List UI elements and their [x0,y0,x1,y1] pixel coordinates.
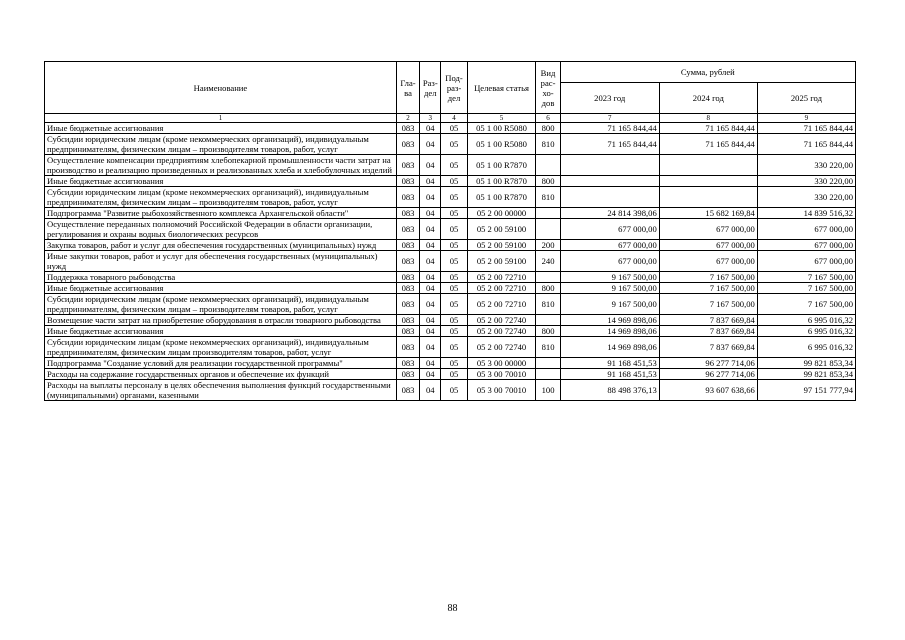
row-sum-2024 [659,176,757,187]
table-row [45,326,856,337]
table-row [45,176,856,187]
row-vid: 800 [536,123,560,134]
row-sum-2023: 677 000,00 [560,251,659,272]
row-name: Иные закупки товаров, работ и услуг для обеспечения государственных (муниципальных) нужд [45,251,397,272]
row-sum-2025: 7 167 500,00 [757,272,855,283]
row-glava: 083 [396,123,419,134]
row-sum-2024: 7 167 500,00 [659,283,757,294]
row-glava: 083 [396,251,419,272]
row-name: Иные бюджетные ассигнования [45,283,397,294]
row-sum-2025: 7 167 500,00 [757,283,855,294]
row-glava: 083 [396,240,419,251]
header-razdel: Раз-дел [420,62,441,114]
row-glava: 083 [396,315,419,326]
row-sum-2023 [560,187,659,208]
row-podrazdel: 05 [441,272,467,283]
table-row [45,337,856,358]
row-razdel: 04 [420,380,441,401]
row-vid [536,315,560,326]
row-sum-2024: 677 000,00 [659,240,757,251]
table-row [45,283,856,294]
row-target: 05 2 00 72710 [467,272,536,283]
row-sum-2023: 14 969 898,06 [560,337,659,358]
row-sum-2025: 7 167 500,00 [757,294,855,315]
column-number: 9 [757,114,855,123]
row-name: Осуществление компенсации предприятиям хлебопекарной промышленности части затрат на производство и реализацию произведенных и реализованных хлеба и хлебобулочных изделий [45,155,397,176]
row-podrazdel: 05 [441,358,467,369]
header-podrazdel: Под-раз-дел [441,62,467,114]
row-sum-2023: 9 167 500,00 [560,294,659,315]
row-glava: 083 [396,208,419,219]
row-sum-2023: 14 969 898,06 [560,326,659,337]
column-number: 5 [467,114,536,123]
row-podrazdel: 05 [441,294,467,315]
header-name: Наименование [45,62,397,114]
row-vid: 800 [536,326,560,337]
row-glava: 083 [396,283,419,294]
table-row [45,123,856,134]
column-number: 6 [536,114,560,123]
row-vid [536,369,560,380]
row-podrazdel: 05 [441,155,467,176]
row-glava: 083 [396,176,419,187]
row-sum-2024: 71 165 844,44 [659,134,757,155]
row-target: 05 2 00 72740 [467,337,536,358]
row-sum-2024: 7 837 669,84 [659,326,757,337]
row-razdel: 04 [420,283,441,294]
row-podrazdel: 05 [441,315,467,326]
row-sum-2023: 14 969 898,06 [560,315,659,326]
row-name: Закупка товаров, работ и услуг для обеспечения государственных (муниципальных) нужд [45,240,397,251]
column-number: 7 [560,114,659,123]
table-row [45,380,856,401]
row-vid: 810 [536,294,560,315]
row-vid: 200 [536,240,560,251]
row-razdel: 04 [420,315,441,326]
row-podrazdel: 05 [441,283,467,294]
row-vid: 810 [536,337,560,358]
row-vid: 100 [536,380,560,401]
row-sum-2023: 677 000,00 [560,240,659,251]
row-podrazdel: 05 [441,380,467,401]
row-podrazdel: 05 [441,134,467,155]
row-sum-2024: 7 167 500,00 [659,294,757,315]
row-podrazdel: 05 [441,208,467,219]
row-razdel: 04 [420,208,441,219]
row-target: 05 2 00 00000 [467,208,536,219]
row-vid: 810 [536,134,560,155]
row-sum-2023 [560,155,659,176]
row-sum-2025: 99 821 853,34 [757,369,855,380]
row-razdel: 04 [420,123,441,134]
row-glava: 083 [396,380,419,401]
row-sum-2025: 6 995 016,32 [757,337,855,358]
row-sum-2024: 677 000,00 [659,251,757,272]
row-sum-2025: 330 220,00 [757,176,855,187]
header-target: Целевая статья [467,62,536,114]
row-vid: 240 [536,251,560,272]
column-number: 8 [659,114,757,123]
row-razdel: 04 [420,251,441,272]
row-podrazdel: 05 [441,326,467,337]
row-name: Субсидии юридическим лицам (кроме некоммерческих организаций), индивидуальным предпринимателям, физическим лицам – производителям товаров, работ, услуг [45,187,397,208]
row-sum-2023: 91 168 451,53 [560,358,659,369]
row-sum-2024: 15 682 169,84 [659,208,757,219]
row-target: 05 1 00 R5080 [467,123,536,134]
page-number: 88 [447,603,458,614]
row-target: 05 1 00 R7870 [467,155,536,176]
row-sum-2024: 93 607 638,66 [659,380,757,401]
header-2023: 2023 год [560,83,659,114]
row-sum-2025: 677 000,00 [757,219,855,240]
row-target: 05 2 00 72740 [467,326,536,337]
row-sum-2023 [560,176,659,187]
row-razdel: 04 [420,272,441,283]
row-razdel: 04 [420,134,441,155]
row-sum-2024 [659,187,757,208]
row-sum-2024: 677 000,00 [659,219,757,240]
row-target: 05 3 00 70010 [467,369,536,380]
row-name: Иные бюджетные ассигнования [45,176,397,187]
table-row [45,219,856,240]
row-sum-2025: 14 839 516,32 [757,208,855,219]
header-glava: Гла-ва [396,62,419,114]
row-sum-2023: 24 814 398,06 [560,208,659,219]
row-glava: 083 [396,358,419,369]
row-razdel: 04 [420,187,441,208]
row-name: Осуществление переданных полномочий Российской Федерации в области организации, регулирования и охраны водных биологических ресурсов [45,219,397,240]
row-name: Подпрограмма "Развитие рыбохозяйственного комплекса Архангельской области" [45,208,397,219]
table-row [45,240,856,251]
row-glava: 083 [396,134,419,155]
row-glava: 083 [396,219,419,240]
row-glava: 083 [396,294,419,315]
row-podrazdel: 05 [441,251,467,272]
row-razdel: 04 [420,294,441,315]
row-razdel: 04 [420,240,441,251]
row-razdel: 04 [420,358,441,369]
column-number: 4 [441,114,467,123]
row-target: 05 1 00 R5080 [467,134,536,155]
column-number: 2 [396,114,419,123]
row-vid [536,358,560,369]
row-glava: 083 [396,369,419,380]
row-podrazdel: 05 [441,369,467,380]
table-row [45,187,856,208]
column-number: 3 [420,114,441,123]
table-row [45,294,856,315]
row-sum-2023: 88 498 376,13 [560,380,659,401]
row-razdel: 04 [420,219,441,240]
row-sum-2025: 677 000,00 [757,240,855,251]
row-sum-2024: 7 837 669,84 [659,337,757,358]
row-vid [536,219,560,240]
row-glava: 083 [396,326,419,337]
row-target: 05 2 00 59100 [467,251,536,272]
row-name: Расходы на содержание государственных органов и обеспечение их функций [45,369,397,380]
row-sum-2023: 677 000,00 [560,219,659,240]
row-razdel: 04 [420,155,441,176]
row-vid: 800 [536,176,560,187]
row-podrazdel: 05 [441,123,467,134]
table-row [45,358,856,369]
row-name: Иные бюджетные ассигнования [45,123,397,134]
row-sum-2025: 97 151 777,94 [757,380,855,401]
row-name: Субсидии юридическим лицам (кроме некоммерческих организаций), индивидуальным предпринимателям, физическим лицам производителям товаров, работ, услуг [45,337,397,358]
row-name: Поддержка товарного рыбоводства [45,272,397,283]
table-row [45,315,856,326]
row-glava: 083 [396,337,419,358]
table-row [45,208,856,219]
column-number: 1 [45,114,397,123]
row-sum-2025: 677 000,00 [757,251,855,272]
table-body [45,123,856,401]
row-name: Возмещение части затрат на приобретение оборудования в отрасли товарного рыбоводства [45,315,397,326]
row-sum-2023: 71 165 844,44 [560,123,659,134]
row-target: 05 2 00 59100 [467,219,536,240]
row-sum-2024: 96 277 714,06 [659,358,757,369]
row-podrazdel: 05 [441,176,467,187]
row-name: Субсидии юридическим лицам (кроме некоммерческих организаций), индивидуальным предпринимателям, физическим лицам – производителям товаров, работ, услуг [45,294,397,315]
row-podrazdel: 05 [441,337,467,358]
row-target: 05 2 00 72740 [467,315,536,326]
header-vid: Вид рас-хо-дов [536,62,560,114]
row-glava: 083 [396,155,419,176]
header-2025: 2025 год [757,83,855,114]
row-vid [536,272,560,283]
row-razdel: 04 [420,326,441,337]
row-razdel: 04 [420,369,441,380]
row-sum-2025: 99 821 853,34 [757,358,855,369]
row-razdel: 04 [420,176,441,187]
table-row [45,134,856,155]
row-target: 05 2 00 59100 [467,240,536,251]
row-name: Субсидии юридическим лицам (кроме некоммерческих организаций), индивидуальным предпринимателям, физическим лицам – производителям товаров, работ, услуг [45,134,397,155]
row-podrazdel: 05 [441,219,467,240]
row-sum-2025: 6 995 016,32 [757,315,855,326]
row-sum-2023: 9 167 500,00 [560,283,659,294]
row-vid: 810 [536,187,560,208]
column-number-row [45,114,856,123]
row-target: 05 2 00 72710 [467,294,536,315]
row-name: Иные бюджетные ассигнования [45,326,397,337]
row-sum-2025: 71 165 844,44 [757,123,855,134]
row-sum-2025: 6 995 016,32 [757,326,855,337]
header-2024: 2024 год [659,83,757,114]
row-glava: 083 [396,272,419,283]
row-vid [536,155,560,176]
row-sum-2023: 9 167 500,00 [560,272,659,283]
table-row [45,251,856,272]
row-sum-2024 [659,155,757,176]
row-name: Подпрограмма "Создание условий для реализации государственной программы" [45,358,397,369]
row-target: 05 3 00 70010 [467,380,536,401]
header-sum: Сумма, рублей [560,62,855,83]
row-target: 05 3 00 00000 [467,358,536,369]
row-name: Расходы на выплаты персоналу в целях обеспечения выполнения функций государственными (муниципальными) органами, казенными [45,380,397,401]
budget-table [44,61,856,401]
row-target: 05 2 00 72710 [467,283,536,294]
row-podrazdel: 05 [441,240,467,251]
row-target: 05 1 00 R7870 [467,176,536,187]
row-target: 05 1 00 R7870 [467,187,536,208]
row-sum-2025: 71 165 844,44 [757,134,855,155]
table-row [45,272,856,283]
table-row [45,369,856,380]
row-sum-2023: 91 168 451,53 [560,369,659,380]
row-sum-2023: 71 165 844,44 [560,134,659,155]
table-row [45,155,856,176]
row-sum-2024: 7 167 500,00 [659,272,757,283]
row-vid [536,208,560,219]
row-sum-2025: 330 220,00 [757,187,855,208]
row-sum-2024: 71 165 844,44 [659,123,757,134]
row-sum-2024: 7 837 669,84 [659,315,757,326]
row-glava: 083 [396,187,419,208]
row-razdel: 04 [420,337,441,358]
row-sum-2025: 330 220,00 [757,155,855,176]
row-sum-2024: 96 277 714,06 [659,369,757,380]
row-podrazdel: 05 [441,187,467,208]
row-vid: 800 [536,283,560,294]
